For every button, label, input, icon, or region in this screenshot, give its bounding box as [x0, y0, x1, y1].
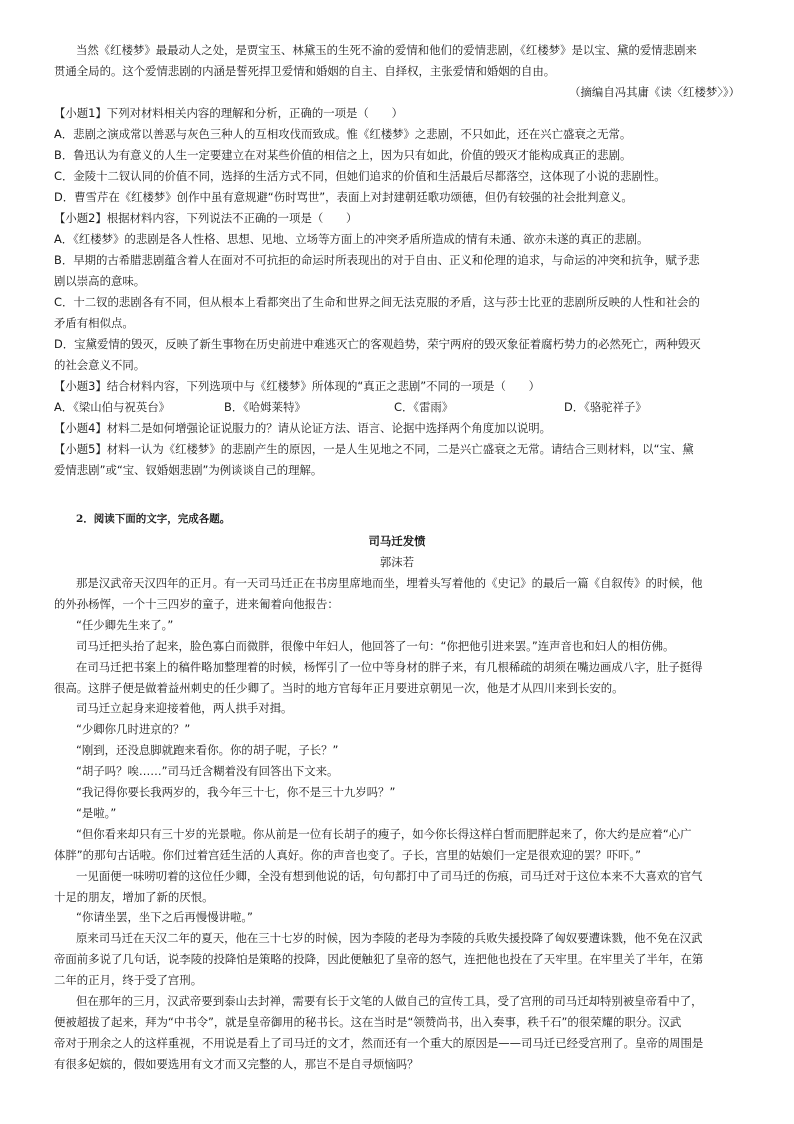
article-paragraph-line: “刚到，还没息脚就跑来看你。你的胡子呢，子长？” [76, 743, 339, 758]
option-c-cont: 矛盾有相似点。 [54, 316, 134, 330]
question-3-options [54, 397, 740, 418]
article-paragraph-line: 很高。这胖子便是做着益州刺史的任少卿了。当时的地方官每年正月要进京朝见一次，他是才从四川来到长安的。 [54, 680, 624, 695]
article-paragraph-line: 帝对于刑余之人的这样重视，不用说是看上了司马迁的文才，然而还有一个重大的原因是——司马迁已经受宫刑了。皇帝的周围是 [54, 1035, 704, 1050]
question-5: 【小题5】材料一认为《红楼梦》的悲剧产生的原因，一是人生见地之不同，二是兴亡盛衰之无常。请结合三则材料，以“宝、黛 [54, 442, 694, 456]
article-paragraph-line: 帝面前多说了几句话，说李陵的投降怕是策略的投降，因此便触犯了皇帝的怒气，连把他也投在了天牢里。在牢里关了半年，在第 [54, 952, 704, 967]
question-2: 【小题2】根据材料内容，下列说法不正确的一项是（ ） [54, 211, 358, 225]
paragraph-line: 当然《红楼梦》最最动人之处，是贾宝玉、林黛玉的生死不渝的爱情和他们的爱情悲剧，《红楼梦》是以宝、黛的爱情悲剧来 [76, 43, 697, 57]
option-d-cont: 的社会意义不同。 [54, 358, 146, 372]
option-d: D．宝黛爱情的毁灭，反映了新生事物在历史前进中难逃灭亡的客观趋势，荣宁两府的毁灭象征着腐朽势力的必然死亡，两种毁灭 [54, 337, 701, 351]
option-c: C．十二钗的悲剧各有不同，但从根本上看都突出了生命和世界之间无法克服的矛盾，这与莎士比亚的悲剧所反映的人性和社会的 [54, 295, 700, 309]
article-paragraph-line: 二年的正月，终于受了宫刑。 [54, 973, 203, 988]
article-paragraph-line: 那是汉武帝天汉四年的正月。有一天司马迁正在书房里席地而坐，埋着头写着他的《史记》的最后一篇《自叙传》的时候，他 [76, 576, 703, 590]
option-b: B．早期的古希腊悲剧蕴含着人在面对不可抗拒的命运时所表现出的对于自由、正义和伦理的追求，与命运的冲突和抗争，赋予悲 [54, 253, 700, 267]
article-paragraph-line: 司马迁立起身来迎接着他，两人拱手对揖。 [76, 701, 293, 716]
article-paragraph-line: “是啦。” [76, 805, 117, 820]
question-5-cont: 爱情悲剧”或“宝、钗婚姻悲剧”为例谈谈自己的理解。 [54, 463, 323, 477]
option-a: A．《梁山伯与祝英台》 [54, 400, 170, 414]
section-heading: 2．阅读下面的文字，完成各题。 [76, 513, 231, 525]
article-paragraph-line: 十足的朋友，增加了新的厌恨。 [54, 889, 214, 904]
option-d: D．《骆驼祥子》 [564, 400, 647, 414]
option-b: B．鲁迅认为有意义的人生一定要建立在对某些价值的相信之上，因为只有如此，价值的毁灭才能构成真正的悲剧。 [54, 148, 632, 162]
option-b-cont: 剧以崇高的意味。 [54, 274, 146, 288]
article-paragraph-line: “但你看来却只有三十岁的光景啦。你从前是一位有长胡子的瘦子，如今你长得这样白皙而肥胖起来了，你大约是应着“心广 [76, 826, 692, 841]
question-3: 【小题3】结合材料内容，下列选项中与《红楼梦》所体现的“真正之悲剧”不同的一项是（ ） [54, 379, 541, 393]
article-paragraph-line: 体胖”的那句古话啦。你们过着宫廷生活的人真好。你的声音也变了。子长，宫里的姑娘们一定是很欢迎的罢？吓吓。” [54, 847, 642, 862]
article-paragraph-line: 一见面便一味唠叨着的这位任少卿，全没有想到他说的话，句句都打中了司马迁的伤痕，司马迁对于这位本来不大喜欢的官气 [76, 868, 703, 883]
option-a: A．悲剧之演成常以善恶与灰色三种人的互相攻伐而致成。惟《红楼梦》之悲剧，不只如此，还在兴亡盛衰之无常。 [54, 127, 632, 141]
option-b: B．《哈姆莱特》 [224, 400, 306, 414]
question-1: 【小题1】下列对材料相关内容的理解和分析，正确的一项是（ ） [54, 106, 403, 120]
option-a: A．《红楼梦》的悲剧是各人性格、思想、见地、立场等方面上的冲突矛盾所造成的情有未通、欲亦未遂的真正的悲剧。 [54, 232, 649, 246]
article-paragraph-line: 原来司马迁在天汉二年的夏天，他在三十七岁的时候，因为李陵的老母为李陵的兵败失援投降了匈奴要遭诛戮，他不免在汉武 [76, 931, 703, 946]
article-paragraph-line: “少卿你几时进京的？” [76, 722, 191, 737]
paragraph-line: 贯通全局的。这个爱情悲剧的内涵是誓死捍卫爱情和婚姻的自主、自择权，主张爱情和婚姻的自由。 [54, 64, 556, 78]
article-paragraph-line: “你请坐罢，坐下之后再慢慢讲啦。” [76, 910, 253, 925]
source-citation: （摘编自冯其庸《读〈红楼梦〉》） [569, 85, 740, 99]
article-paragraph-line: 但在那年的三月，汉武帝要到泰山去封禅，需要有长于文笔的人做自己的宣传工具，受了宫刑的司马迁却特别被皇帝看中了， [76, 994, 703, 1008]
article-paragraph-line: “胡子吗？唉……”司马迁含糊着没有回答出下文来。 [76, 764, 339, 779]
option-c: C．金陵十二钗认同的价值不同，选择的生活方式不同，但她们追求的价值和生活最后尽都落空，这体现了小说的悲剧性。 [54, 169, 666, 183]
option-c: C．《雷雨》 [394, 400, 454, 414]
article-author: 郭沫若 [379, 555, 415, 569]
option-d: D．曹雪芹在《红楼梦》创作中虽有意规避“伤时骂世”，表面上对封建朝廷歌功颂德，但仍有较强的社会批判意义。 [54, 190, 633, 204]
question-4: 【小题4】材料二是如何增强论证说服力的？请从论证方法、语言、论据中选择两个角度加以说明。 [54, 421, 552, 435]
article-paragraph-line: “我记得你要长我两岁的，我今年三十七，你不是三十九岁吗？” [76, 785, 396, 799]
article-paragraph-line: 的外孙杨恽，一个十三四岁的童子，进来匍着向他报告： [54, 596, 339, 611]
article-paragraph-line: “任少卿先生来了。” [76, 617, 174, 632]
article-paragraph-line: 便被超拔了起来，拜为“中书令”，就是皇帝御用的秘书长。这在当时是“领赞尚书，出入奏事，秩千石”的很荣耀的职分。汉武 [54, 1014, 682, 1029]
article-paragraph-line: 有很多妃嫔的，假如要选用有文才而又完整的人，那岂不是自寻烦恼吗？ [54, 1056, 419, 1071]
article-title: 司马迁发愤 [368, 534, 426, 548]
article-paragraph-line: 在司马迁把书案上的稿件略加整理着的时候，杨恽引了一位中等身材的胖子来，有几根稀疏的胡须在嘴边画成八字，肚子挺得 [76, 659, 703, 674]
article-paragraph-line: 司马迁把头抬了起来，脸色寡白而微胖，很像中年妇人，他回答了一句：“你把他引进来罢。”连声音也和妇人的相仿佛。 [76, 638, 675, 653]
